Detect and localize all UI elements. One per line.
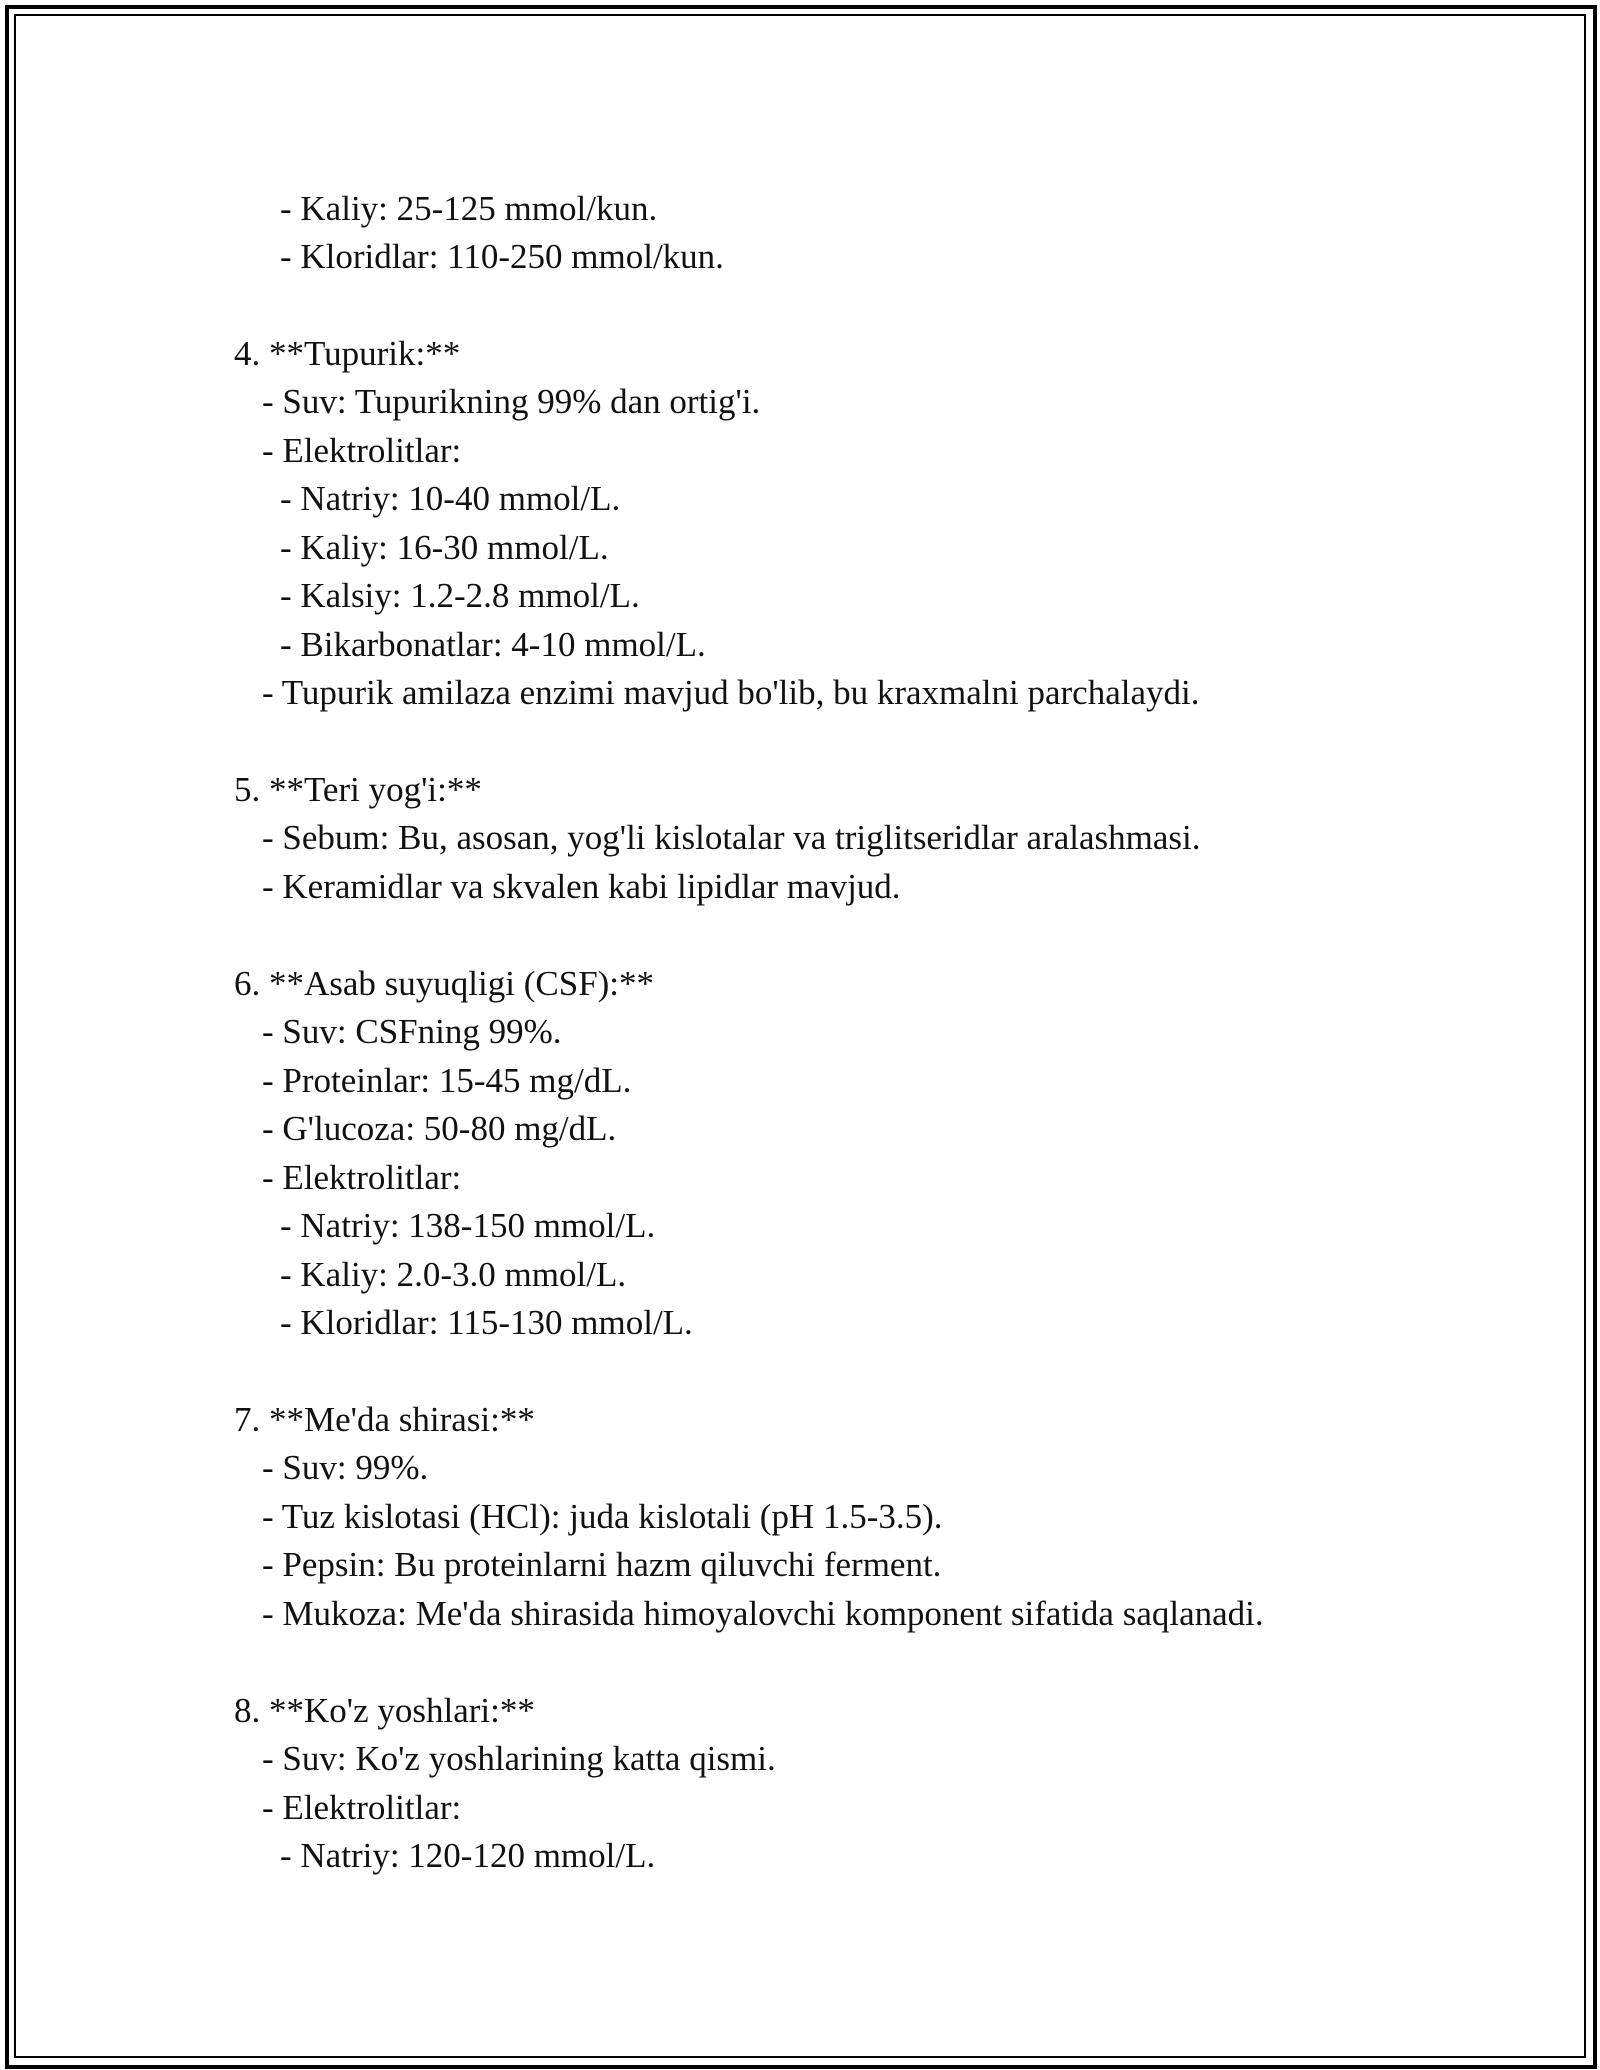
list-item: - Mukoza: Me'da shirasida himoyalovchi komponent sifatida saqlanadi.	[262, 1594, 1264, 1633]
list-item: - Kaliy: 25-125 mmol/kun.	[280, 189, 658, 228]
list-item: - G'lucoza: 50-80 mg/dL.	[262, 1109, 617, 1148]
list-item: - Natriy: 138-150 mmol/L.	[280, 1206, 656, 1245]
list-item: - Kloridlar: 115-130 mmol/L.	[280, 1303, 693, 1342]
list-item: - Proteinlar: 15-45 mg/dL.	[262, 1061, 632, 1100]
list-item: - Kloridlar: 110-250 mmol/kun.	[280, 237, 724, 276]
section-heading: 7. **Me'da shirasi:**	[234, 1400, 535, 1439]
section-heading: 8. **Ko'z yoshlari:**	[234, 1691, 535, 1730]
section-heading: 6. **Asab suyuqligi (CSF):**	[234, 964, 655, 1003]
list-item: - Keramidlar va skvalen kabi lipidlar mavjud.	[262, 867, 901, 906]
list-item: - Natriy: 120-120 mmol/L.	[280, 1836, 656, 1875]
list-item: - Bikarbonatlar: 4-10 mmol/L.	[280, 625, 706, 664]
list-item: - Pepsin: Bu proteinlarni hazm qiluvchi ferment.	[262, 1545, 942, 1584]
list-item: - Kaliy: 16-30 mmol/L.	[280, 528, 609, 567]
list-item: - Elektrolitlar:	[262, 431, 462, 470]
list-item: - Kalsiy: 1.2-2.8 mmol/L.	[280, 576, 640, 615]
list-item: - Suv: CSFning 99%.	[262, 1012, 562, 1051]
section-heading: 4. **Tupurik:**	[234, 334, 461, 373]
list-item: - Tupurik amilaza enzimi mavjud bo'lib, bu kraxmalni parchalaydi.	[262, 673, 1200, 712]
list-item: - Kaliy: 2.0-3.0 mmol/L.	[280, 1255, 627, 1294]
list-item: - Suv: Tupurikning 99% dan ortig'i.	[262, 382, 761, 421]
list-item: - Tuz kislotasi (HCl): juda kislotali (pH 1.5-3.5).	[262, 1497, 943, 1536]
list-item: - Natriy: 10-40 mmol/L.	[280, 479, 621, 518]
list-item: - Elektrolitlar:	[262, 1158, 462, 1197]
list-item: - Suv: Ko'z yoshlarining katta qismi.	[262, 1739, 776, 1778]
section-heading: 5. **Teri yog'i:**	[234, 770, 482, 809]
list-item: - Elektrolitlar:	[262, 1788, 462, 1827]
list-item: - Sebum: Bu, asosan, yog'li kislotalar va triglitseridlar aralashmasi.	[262, 818, 1201, 857]
list-item: - Suv: 99%.	[262, 1448, 429, 1487]
